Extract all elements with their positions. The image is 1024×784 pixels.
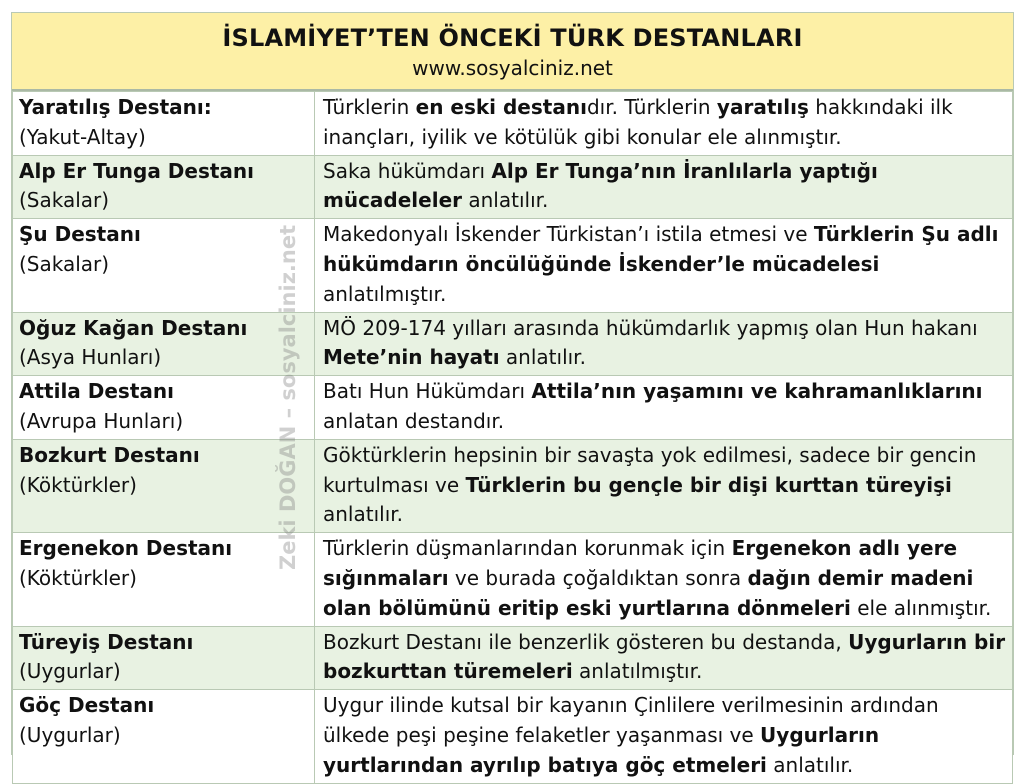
description-bold-segment: Alp Er Tunga’nın İranlılarla yaptığı mücadeleler [323,158,878,213]
epic-description [315,533,1013,626]
epic-name: Ergenekon Destanı [19,536,233,561]
description-segment: anlatılır. [323,502,403,527]
epic-name: Alp Er Tunga Destanı [19,158,255,183]
page-title: İSLAMİYET’TEN ÖNCEKİ TÜRK DESTANLARI [222,24,803,52]
epic-name-cell [13,626,315,690]
description-segment: Göktürklerin hepsinin bir savaşta yok edilmesi, sadece bir gencin kurtulması ve [323,442,977,497]
description-segment: MÖ 209-174 yılları arasında hükümdarlık yapmış olan Hun hakanı [323,315,978,340]
description-segment: anlatan destandır. [323,408,505,433]
epic-description [315,92,1013,156]
description-segment: anlatılır. [499,345,586,370]
description-segment: hakkındaki ilk inançları, iyilik ve kötülük gibi konular ele alınmıştır. [323,95,953,149]
description-bold-segment: Uygurların bir bozkurttan türemeleri [323,629,1006,684]
description-segment: ve burada çoğaldıktan sonra [448,565,748,590]
epic-people: (Sakalar) [19,188,110,213]
epic-name: Attila Destanı [19,379,174,404]
epic-name: Türeyiş Destanı [19,629,194,654]
description-bold-segment: Mete’nin hayatı [323,345,500,370]
epic-name: Yaratılış Destanı: [19,95,212,119]
epics-table-body [13,92,1013,784]
epic-name: Göç Destanı [19,693,155,718]
epic-description [315,626,1013,690]
epic-name-cell [13,219,315,312]
description-segment: Uygur ilinde kutsal bir kayanın Çinlilere verilmesinin ardından ülkede peşi peşine felaketler yaşanması ve [323,693,939,747]
description-bold-segment: dağın demir madeni olan bölümünü eritip eski yurtlarına dönmeleri [323,565,974,620]
epic-name-cell [13,533,315,626]
epic-description [315,690,1013,783]
epic-description [315,219,1013,312]
epic-name-cell [13,690,315,783]
description-bold-segment: en eski destanı [415,95,587,119]
epic-name: Şu Destanı [19,222,141,247]
table-row [13,439,1013,532]
table-row [13,219,1013,312]
epics-table [12,91,1013,784]
epic-name: Bozkurt Destanı [19,442,200,467]
epic-description [315,312,1013,376]
epic-people: (Köktürkler) [19,565,137,590]
description-bold-segment: Türklerin bu gençle bir dişi kurttan türeyişi [465,472,952,497]
description-segment: anlatılır. [766,752,854,777]
epic-name-cell [13,439,315,532]
page-subtitle: www.sosyalciniz.net [412,56,613,80]
epic-description [315,439,1013,532]
table-row [13,533,1013,626]
description-bold-segment: Attila’nın yaşamını ve kahramanlıklarını [531,379,983,404]
epic-people: (Uygurlar) [19,722,121,747]
table-row [13,92,1013,156]
table-row [13,155,1013,219]
epic-name-cell [13,312,315,376]
description-segment: Türklerin [323,95,416,119]
epic-description [315,155,1013,219]
description-bold-segment: Türklerin Şu adlı hükümdarın öncülüğünde İskender’le mücadelesi [323,222,999,276]
epic-people: (Avrupa Hunları) [19,408,184,433]
table-row [13,312,1013,376]
description-segment: anlatılmıştır. [572,659,703,684]
epic-people: (Uygurlar) [19,659,121,684]
table-row [13,690,1013,783]
table-row [13,376,1013,440]
epic-name: Oğuz Kağan Destanı [19,315,248,340]
description-segment: Makedonyalı İskender Türkistan’ı istila etmesi ve [323,222,814,247]
table-row [13,626,1013,690]
description-bold-segment: yaratılış [716,95,809,119]
epic-name-cell [13,155,315,219]
description-segment: Saka hükümdarı [323,158,492,183]
description-bold-segment: Uygurların yurtlarından ayrılıp batıya göç etmeleri [323,722,880,777]
description-segment: Türklerin düşmanlarından korunmak için [323,536,732,561]
description-segment: anlatılmıştır. [323,281,447,306]
epic-people: (Köktürkler) [19,472,137,497]
description-segment: ele alınmıştır. [850,595,992,620]
document-frame [11,12,1014,777]
description-segment: anlatılır. [462,188,549,213]
epic-people: (Asya Hunları) [19,345,162,370]
epic-people: (Sakalar) [19,251,110,276]
watermark: Zeki DOĞAN – sosyalciniz.net [276,224,300,570]
epic-description [315,376,1013,440]
description-segment: Batı Hun Hükümdarı [323,379,532,404]
epic-people: (Yakut-Altay) [19,124,146,149]
description-segment: Bozkurt Destanı ile benzerlik gösteren bu destanda, [323,629,849,654]
header [12,13,1013,91]
epic-name-cell [13,376,315,440]
description-segment: dır. Türklerin [586,95,717,119]
description-bold-segment: Ergenekon adlı yere sığınmaları [323,536,958,590]
epic-name-cell [13,92,315,156]
